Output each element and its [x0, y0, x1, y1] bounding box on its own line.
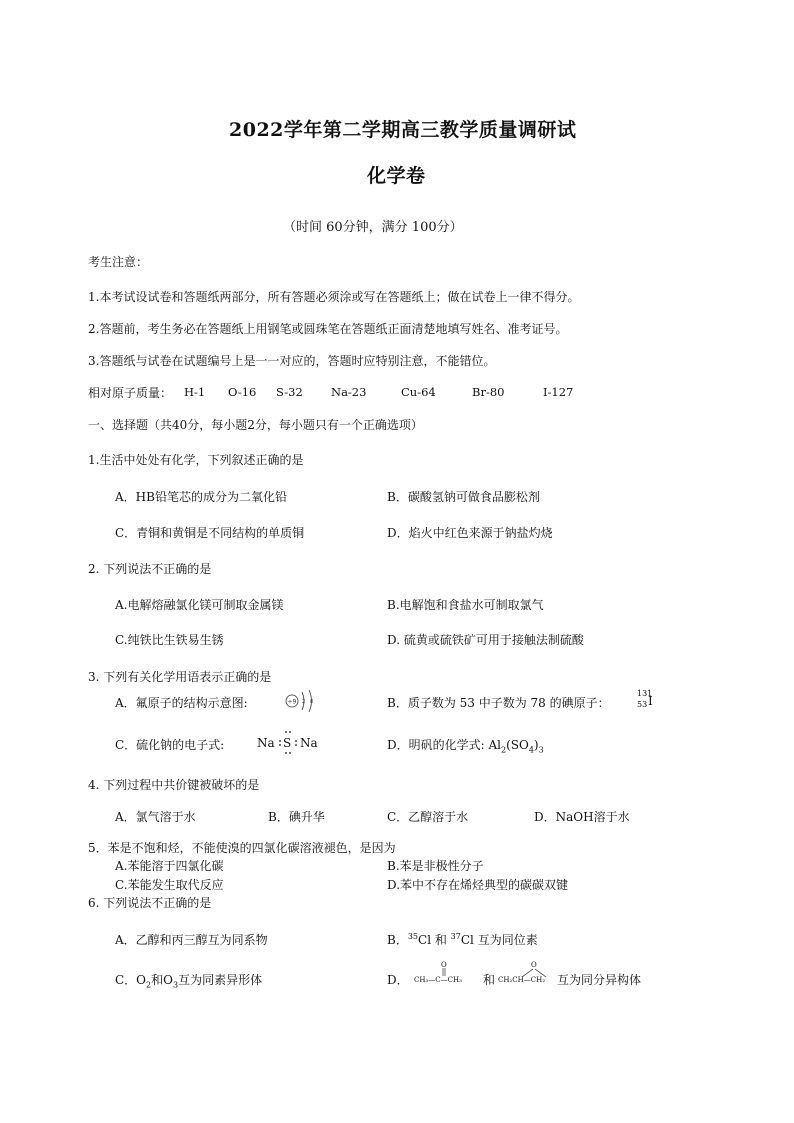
page-title: 2022学年第二学期高三教学质量调研试 — [229, 119, 577, 141]
svg-text:8: 8 — [310, 699, 314, 705]
notice-item: 2.答题前，考生务必在答题纸上用钢笔或圆珠笔在答题纸正面清楚地填写姓名、准考证号。 — [88, 322, 568, 336]
option-c — [115, 971, 262, 989]
atomic-mass-o: O-16 — [228, 385, 257, 399]
option-d-rest: 互为同分异构体 — [557, 973, 642, 987]
option-a: A.苯能溶于四氯化碳 — [115, 859, 224, 873]
option-d: D. 硫黄或硫铁矿可用于接触法制硫酸 — [387, 633, 584, 647]
and-text: 和 — [483, 973, 496, 987]
option-d — [387, 736, 544, 754]
formula-part: Cl 和 — [418, 933, 451, 947]
formula-part: (SO — [506, 738, 529, 752]
fluorine-atom-diagram-icon — [284, 688, 320, 714]
option-d-text: D．明矾的化学式: Al — [387, 738, 501, 752]
epoxide-oxygen: O — [531, 961, 537, 969]
option-c: C．乙醇溶于水 — [387, 810, 469, 824]
option-b-prefix: B． — [387, 933, 408, 947]
formula-part: 和O — [151, 973, 173, 987]
option-c: C．硫化钠的电子式: — [115, 738, 225, 752]
electron-dots-icon — [278, 730, 298, 756]
atomic-mass-i: I-127 — [543, 385, 574, 399]
option-a: A．氯气溶于水 — [115, 810, 196, 824]
question-stem: 2. 下列说法不正确的是 — [88, 562, 212, 576]
option-b: B．碘升华 — [268, 810, 325, 824]
question-stem: 3. 下列有关化学用语表示正确的是 — [88, 670, 272, 684]
atomic-mass-cu: Cu-64 — [401, 385, 436, 399]
option-b: B．质子数为 53 中子数为 78 的碘原子： — [387, 696, 610, 710]
sodium-sulfide-na-right: Na — [300, 736, 318, 750]
superscript: 37 — [450, 932, 461, 941]
formula-part: ) — [533, 738, 539, 752]
question-stem: 4. 下列过程中共价键被破坏的是 — [88, 778, 260, 792]
atomic-mass-h: H-1 — [184, 385, 206, 399]
sodium-sulfide-s: S — [283, 736, 292, 750]
option-b: B．碳酸氢钠可做食品膨松剂 — [387, 490, 540, 504]
option-a: A．氟原子的结构示意图: — [115, 696, 248, 710]
double-bond-icon — [441, 968, 447, 976]
option-c: C.纯铁比生铁易生锈 — [115, 633, 224, 647]
option-c-prefix: C．O — [115, 973, 147, 987]
svg-text:2: 2 — [302, 699, 306, 705]
option-a: A．HB铅笔芯的成分为二氧化铅 — [115, 490, 287, 504]
option-c: C．青铜和黄铜是不同结构的单质铜 — [115, 526, 305, 540]
subscript: 3 — [538, 745, 544, 755]
option-b — [387, 931, 538, 948]
option-d-prefix: D． — [387, 973, 409, 987]
notice-item: 1.本考试设试卷和答题纸两部分，所有答题必须涂或写在答题纸上；做在试卷上一律不得分。 — [88, 290, 580, 304]
option-a: A．乙醇和丙三醇互为同系物 — [115, 933, 268, 947]
subscript: 2 — [146, 980, 152, 990]
iodine-mass-number: 131 — [637, 689, 653, 698]
iodine-symbol: I — [648, 694, 653, 708]
superscript: 35 — [407, 932, 419, 941]
option-d: D.苯中不存在烯烃典型的碳碳双键 — [387, 878, 569, 892]
subscript: 4 — [528, 745, 534, 755]
question-stem: 1.生活中处处有化学，下列叙述正确的是 — [88, 453, 304, 467]
acetone-structure: CH₃—C—CH₃ — [414, 976, 462, 984]
option-b: B.电解饱和食盐水可制取氯气 — [387, 598, 544, 612]
iodine-atomic-number: 53 — [637, 700, 648, 709]
question-stem: 6. 下列说法不正确的是 — [88, 896, 212, 910]
atomic-mass-s: S-32 — [276, 385, 303, 399]
formula-part: Cl 互为同位素 — [460, 933, 538, 947]
sodium-sulfide-na-left: Na — [257, 736, 275, 750]
time-note: （时间 60分钟，满分 100分） — [283, 220, 463, 235]
atomic-mass-label: 相对原子质量： — [88, 386, 173, 400]
option-c: C.苯能发生取代反应 — [115, 878, 224, 892]
option-d: D．NaOH溶于水 — [534, 810, 630, 824]
notice-heading: 考生注意： — [88, 255, 149, 269]
page-subtitle: 化学卷 — [367, 165, 426, 187]
epoxide-structure: CH₂CH—CH₂ — [498, 976, 545, 984]
atomic-mass-br: Br-80 — [472, 385, 505, 399]
option-b: B.苯是非极性分子 — [387, 859, 484, 873]
notice-item: 3.答题纸与试卷在试题编号上是一一对应的，答题时应特别注意，不能错位。 — [88, 354, 496, 368]
option-d: D．焰火中红色来源于钠盐灼烧 — [387, 526, 553, 540]
subscript: 3 — [172, 980, 179, 990]
formula-part: 互为同素异形体 — [178, 973, 263, 987]
atomic-mass-na: Na-23 — [331, 385, 367, 399]
option-a: A.电解熔融氯化镁可制取金属镁 — [115, 598, 284, 612]
subscript: 2 — [500, 745, 507, 755]
svg-text:+9: +9 — [287, 698, 297, 706]
acetone-oxygen: O — [441, 961, 447, 969]
question-stem: 5．苯是不饱和烃，不能使溴的四氯化碳溶液褪色，是因为 — [88, 841, 396, 855]
section-heading: 一、选择题（共40分，每小题2分，每小题只有一个正确选项） — [88, 418, 423, 432]
